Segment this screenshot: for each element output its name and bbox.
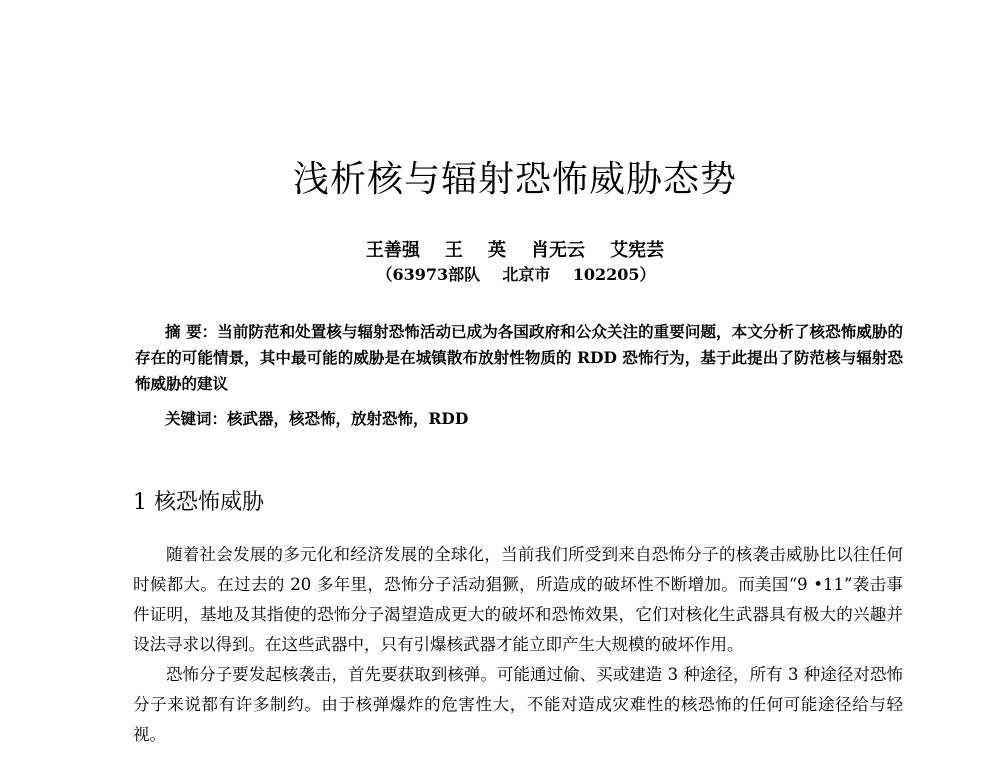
abstract: [135, 319, 903, 397]
abstract-text: 当前防范和处置核与辐射恐怖活动已成为各国政府和公众关注的重要问题，本文分析了核恐怖威胁的存在的可能情景，其中最可能的威胁是在城镇散布放射性物质的 RDD 恐怖行为，基于此提出了防范核与辐射恐怖威胁的建议: [135, 322, 903, 393]
keywords-text: 核武器，核恐怖，放射恐怖，RDD: [227, 409, 469, 428]
body-paragraph: 随着社会发展的多元化和经济发展的全球化，当前我们所受到来自恐怖分子的核袭击威胁比以往任何时候都大。在过去的 20 多年里，恐怖分子活动猖獗，所造成的破坏性不断增加。而美国“9 •11”袭击事件证明，基地及其指使的恐怖分子渴望造成更大的破坏和恐怖效果，它们对核化生武器具有极大的兴趣并设法寻求以得到。在这些武器中，只有引爆核武器才能立即产生大规模的破坏作用。: [133, 545, 903, 654]
author-list: 王善强 王 英 肖无云 艾宪芸: [365, 240, 665, 261]
section-heading: 1 核恐怖威胁: [133, 490, 264, 515]
section-body: [133, 540, 903, 750]
paper-title: 浅析核与辐射恐怖威胁态势: [292, 159, 737, 200]
keywords: [165, 406, 905, 432]
affiliation: （63973部队 北京市 102205）: [376, 265, 656, 284]
keywords-label: 关键词：: [165, 409, 228, 428]
body-paragraph: 恐怖分子要发起核袭击，首先要获取到核弹。可能通过偷、买或建造 3 种途径，所有 3 种途径对恐怖分子来说都有许多制约。由于核弹爆炸的危害性大，不能对造成灾难性的核恐怖的任何可能途径给与轻视。: [133, 665, 903, 744]
abstract-label: 摘 要：: [165, 322, 218, 341]
